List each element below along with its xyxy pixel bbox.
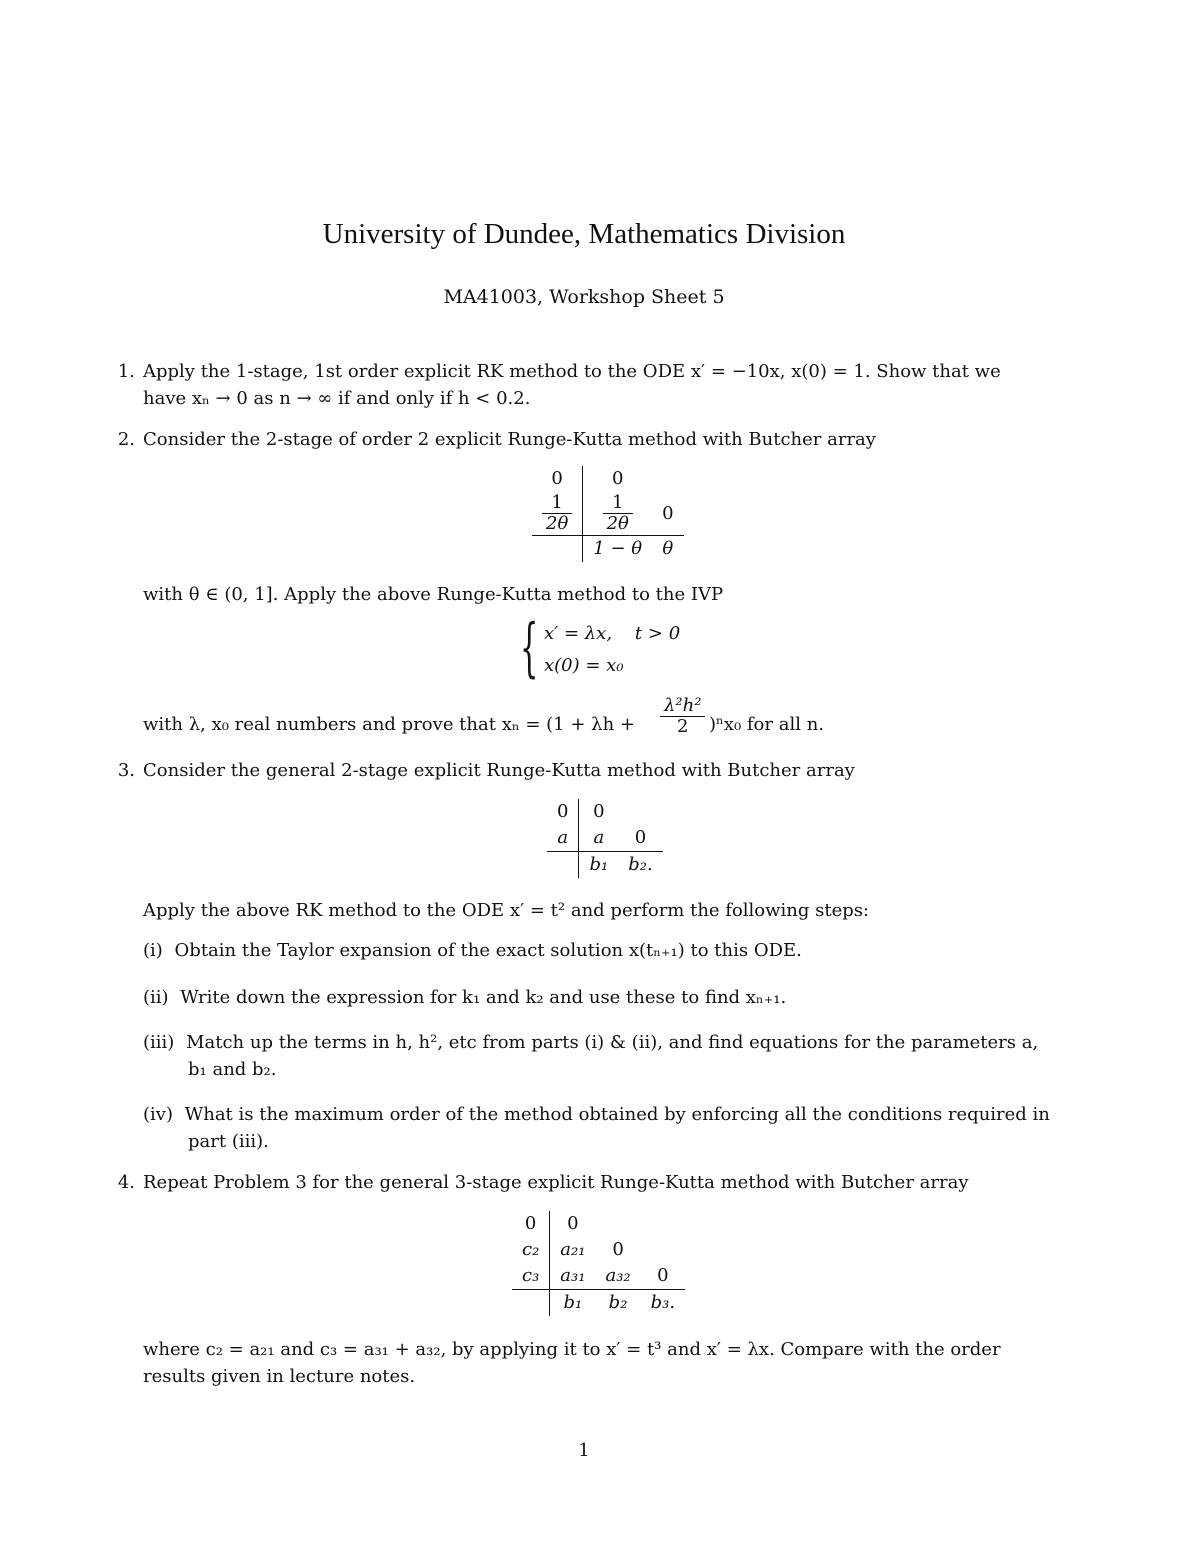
table-cell: a bbox=[593, 827, 605, 848]
table-cell: b₂ bbox=[595, 1290, 640, 1317]
fraction bbox=[542, 493, 572, 534]
table-cell: 0 bbox=[512, 1211, 550, 1237]
butcher-array-general-2stage bbox=[547, 799, 663, 878]
table-cell: 0 bbox=[567, 1213, 579, 1234]
table-cell: 0 bbox=[547, 799, 579, 825]
fraction-denominator: 2θ bbox=[546, 513, 569, 534]
problem-text: Consider the general 2-stage explicit Runge-Kutta method with Butcher array bbox=[143, 760, 855, 781]
table-cell: a₃₁ bbox=[560, 1265, 586, 1286]
problem-text: where c₂ = a₂₁ and c₃ = a₃₁ + a₃₂, by applying it to x′ = t³ and x′ = λx. Compare with the order bbox=[143, 1339, 1001, 1360]
step-label: (iii) bbox=[143, 1032, 175, 1053]
table-cell: a₃₂ bbox=[605, 1265, 631, 1286]
table-cell: 0 bbox=[593, 801, 605, 822]
table-cell: a bbox=[547, 825, 579, 852]
problem-text: Consider the 2-stage of order 2 explicit Runge-Kutta method with Butcher array bbox=[143, 429, 876, 450]
ivp-equation: x′ = λx, t > 0 bbox=[544, 623, 681, 644]
fraction-numerator: 1 bbox=[542, 493, 572, 514]
table-cell: 0 bbox=[612, 1239, 624, 1260]
step-i bbox=[143, 937, 1083, 964]
prove-suffix: )ⁿx₀ for all n. bbox=[709, 714, 825, 735]
table-cell: 0 bbox=[662, 502, 674, 524]
fraction bbox=[660, 696, 705, 737]
problem-number: 2. bbox=[117, 429, 135, 450]
step-iv bbox=[143, 1101, 1083, 1128]
problem-number: 4. bbox=[117, 1172, 135, 1193]
table-cell: c₂ bbox=[512, 1237, 550, 1263]
problem-text: Repeat Problem 3 for the general 3-stage explicit Runge-Kutta method with Butcher array bbox=[143, 1172, 969, 1193]
prove-prefix: with λ, x₀ real numbers and prove that xₙ = (1 + λh + bbox=[143, 714, 635, 735]
page-subtitle: MA41003, Workshop Sheet 5 bbox=[443, 286, 725, 308]
step-iii bbox=[143, 1029, 1083, 1056]
fraction-numerator: λ²h² bbox=[660, 696, 705, 717]
problem-text: with θ ∈ (0, 1]. Apply the above Runge-Kutta method to the IVP bbox=[143, 584, 724, 605]
ivp-initial-condition: x(0) = x₀ bbox=[544, 655, 624, 676]
table-cell: a₂₁ bbox=[560, 1239, 586, 1260]
butcher-array-general-3stage bbox=[512, 1211, 685, 1316]
step-text: part (iii). bbox=[188, 1131, 269, 1152]
fraction-denominator: 2θ bbox=[606, 513, 629, 534]
page-title: University of Dundee, Mathematics Division bbox=[322, 218, 846, 250]
table-cell: b₂. bbox=[618, 852, 662, 879]
table-cell: θ bbox=[652, 536, 683, 563]
step-text: Match up the terms in h, h², etc from parts (i) & (ii), and find equations for the parameters a, bbox=[186, 1032, 1039, 1053]
step-ii bbox=[143, 984, 1083, 1011]
table-cell: 0 bbox=[611, 468, 624, 489]
table-cell: 1 − θ bbox=[583, 536, 652, 563]
step-label: (i) bbox=[143, 940, 163, 961]
fraction bbox=[603, 493, 633, 534]
left-brace: { bbox=[520, 611, 539, 685]
problem-number: 3. bbox=[117, 760, 135, 781]
fraction-denominator: 2 bbox=[676, 716, 689, 737]
problem-text: have xₙ → 0 as n → ∞ if and only if h < 0.2. bbox=[143, 388, 531, 409]
fraction-numerator: 1 bbox=[603, 493, 633, 514]
butcher-array-2stage bbox=[532, 466, 684, 562]
table-cell: 0 bbox=[657, 1265, 669, 1286]
step-text: What is the maximum order of the method obtained by enforcing all the conditions required in bbox=[184, 1104, 1050, 1125]
table-cell: b₃. bbox=[641, 1290, 685, 1317]
table-cell: b₁ bbox=[550, 1290, 596, 1317]
table-cell: c₃ bbox=[512, 1263, 550, 1290]
step-label: (iv) bbox=[143, 1104, 173, 1125]
page-number: 1 bbox=[578, 1440, 590, 1461]
problem-text: Apply the above RK method to the ODE x′ = t² and perform the following steps: bbox=[143, 900, 870, 921]
problem-number: 1. bbox=[117, 361, 135, 382]
step-text: b₁ and b₂. bbox=[188, 1059, 277, 1080]
step-text: Write down the expression for k₁ and k₂ and use these to find xₙ₊₁. bbox=[180, 987, 787, 1008]
prove-statement bbox=[143, 695, 1083, 750]
table-cell: 0 bbox=[532, 466, 583, 492]
step-text: Obtain the Taylor expansion of the exact solution x(tₙ₊₁) to this ODE. bbox=[174, 940, 802, 961]
table-cell: b₁ bbox=[579, 852, 618, 879]
problem-text: results given in lecture notes. bbox=[143, 1366, 416, 1387]
step-label: (ii) bbox=[143, 987, 169, 1008]
table-cell: 0 bbox=[634, 827, 647, 848]
problem-text: Apply the 1-stage, 1st order explicit RK method to the ODE x′ = −10x, x(0) = 1. Show that we bbox=[143, 361, 1001, 382]
